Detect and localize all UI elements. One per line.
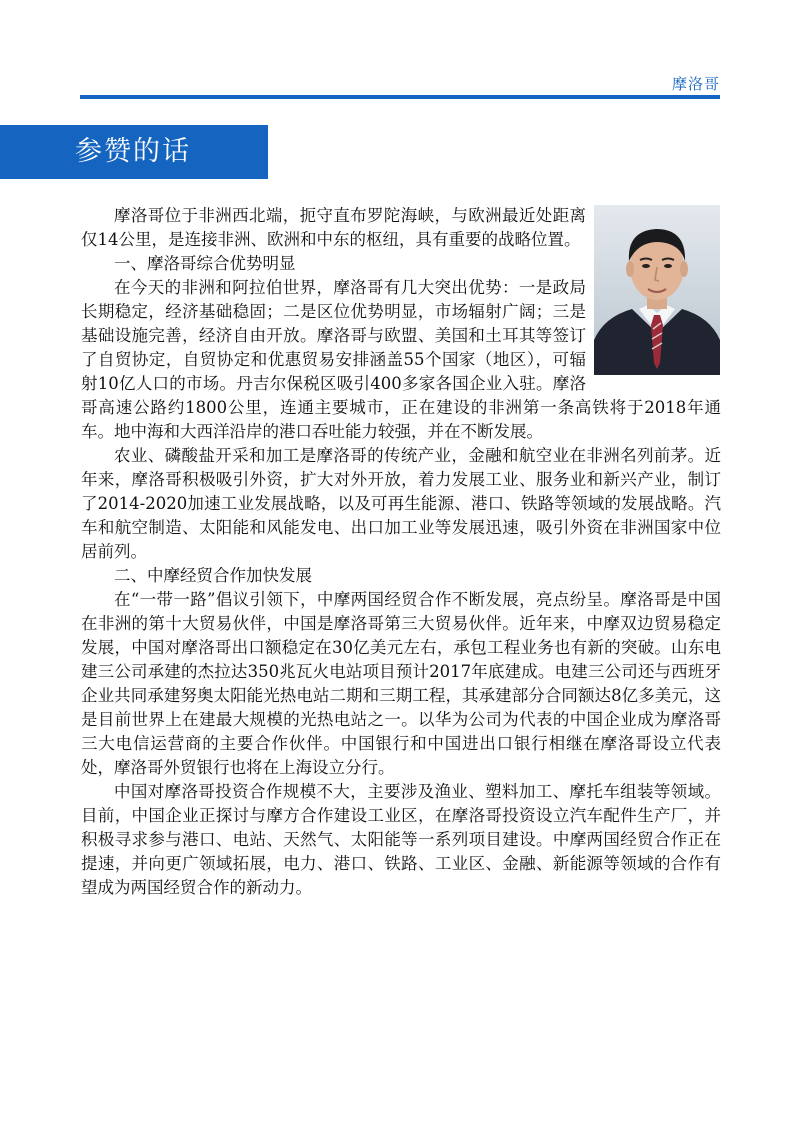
section-heading-1: 一、摩洛哥综合优势明显 bbox=[114, 254, 296, 273]
paragraph-trade: 在“一带一路”倡议引领下，中摩两国经贸合作不断发展，亮点纷呈。摩洛哥是中国在非洲的第十大贸易伙伴，中国是摩洛哥第三大贸易伙伴。近年来，中摩双边贸易稳定发展，中国对摩洛哥出口额稳定在30亿美元左右，承包工程业务也有新的突破。山东电建三公司承建的杰拉达350兆瓦火电站项目预计2017年底建成。电建三公司还与西班牙企业共同承建努奥太阳能光热电站二期和三期工程，其承建部分合同额达8亿多美元，这是目前世界上在建最大规模的光热电站之一。以华为公司为代表的中国企业成为摩洛哥三大电信运营商的主要合作伙伴。中国银行和中国进出口银行相继在摩洛哥设立代表处，摩洛哥外贸银行也将在上海设立分行。 bbox=[81, 590, 721, 777]
header-rule bbox=[80, 95, 720, 99]
article-body bbox=[81, 204, 721, 900]
paragraph-industries: 农业、磷酸盐开采和加工是摩洛哥的传统产业，金融和航空业在非洲名列前茅。近年来，摩洛哥积极吸引外资，扩大对外开放，着力发展工业、服务业和新兴产业，制订了2014-2020加速工业发展战略，以及可再生能源、港口、铁路等领域的发展战略。汽车和航空制造、太阳能和风能发电、出口加工业等发展迅速，吸引外资在非洲国家中位居前列。 bbox=[81, 446, 721, 561]
running-header-title: 摩洛哥 bbox=[671, 75, 720, 93]
section-heading-2: 二、中摩经贸合作加快发展 bbox=[114, 566, 312, 585]
paragraph-intro: 摩洛哥位于非洲西北端，扼守直布罗陀海峡，与欧洲最近处距离仅14公里，是连接非洲、欧洲和中东的枢纽，具有重要的战略位置。 bbox=[81, 206, 586, 249]
photo-float-space bbox=[586, 204, 721, 374]
section-banner-title: 参赞的话 bbox=[75, 136, 191, 167]
paragraph-investment: 中国对摩洛哥投资合作规模不大，主要涉及渔业、塑料加工、摩托车组装等领域。目前，中国企业正探讨与摩方合作建设工业区，在摩洛哥投资设立汽车配件生产厂，并积极寻求参与港口、电站、天然气、太阳能等一系列项目建设。中摩两国经贸合作正在提速，并向更广领域拓展，电力、港口、铁路、工业区、金融、新能源等领域的合作有望成为两国经贸合作的新动力。 bbox=[81, 782, 721, 897]
section-banner bbox=[0, 125, 268, 179]
paragraph-advantages: 在今天的非洲和阿拉伯世界，摩洛哥有几大突出优势：一是政局长期稳定，经济基础稳固；二是区位优势明显，市场辐射广阔；三是基础设施完善，经济自由开放。摩洛哥与欧盟、美国和土耳其等签订了自贸协定，自贸协定和优惠贸易安排涵盖55个国家（地区），可辐射10亿人口的市场。丹吉尔保税区吸引400多家各国企业入驻。摩洛哥高速公路约1800公里，连通主要城市，正在建设的非洲第一条高铁将于2018年通车。地中海和大西洋沿岸的港口吞吐能力较强，并在不断发展。 bbox=[81, 278, 721, 441]
